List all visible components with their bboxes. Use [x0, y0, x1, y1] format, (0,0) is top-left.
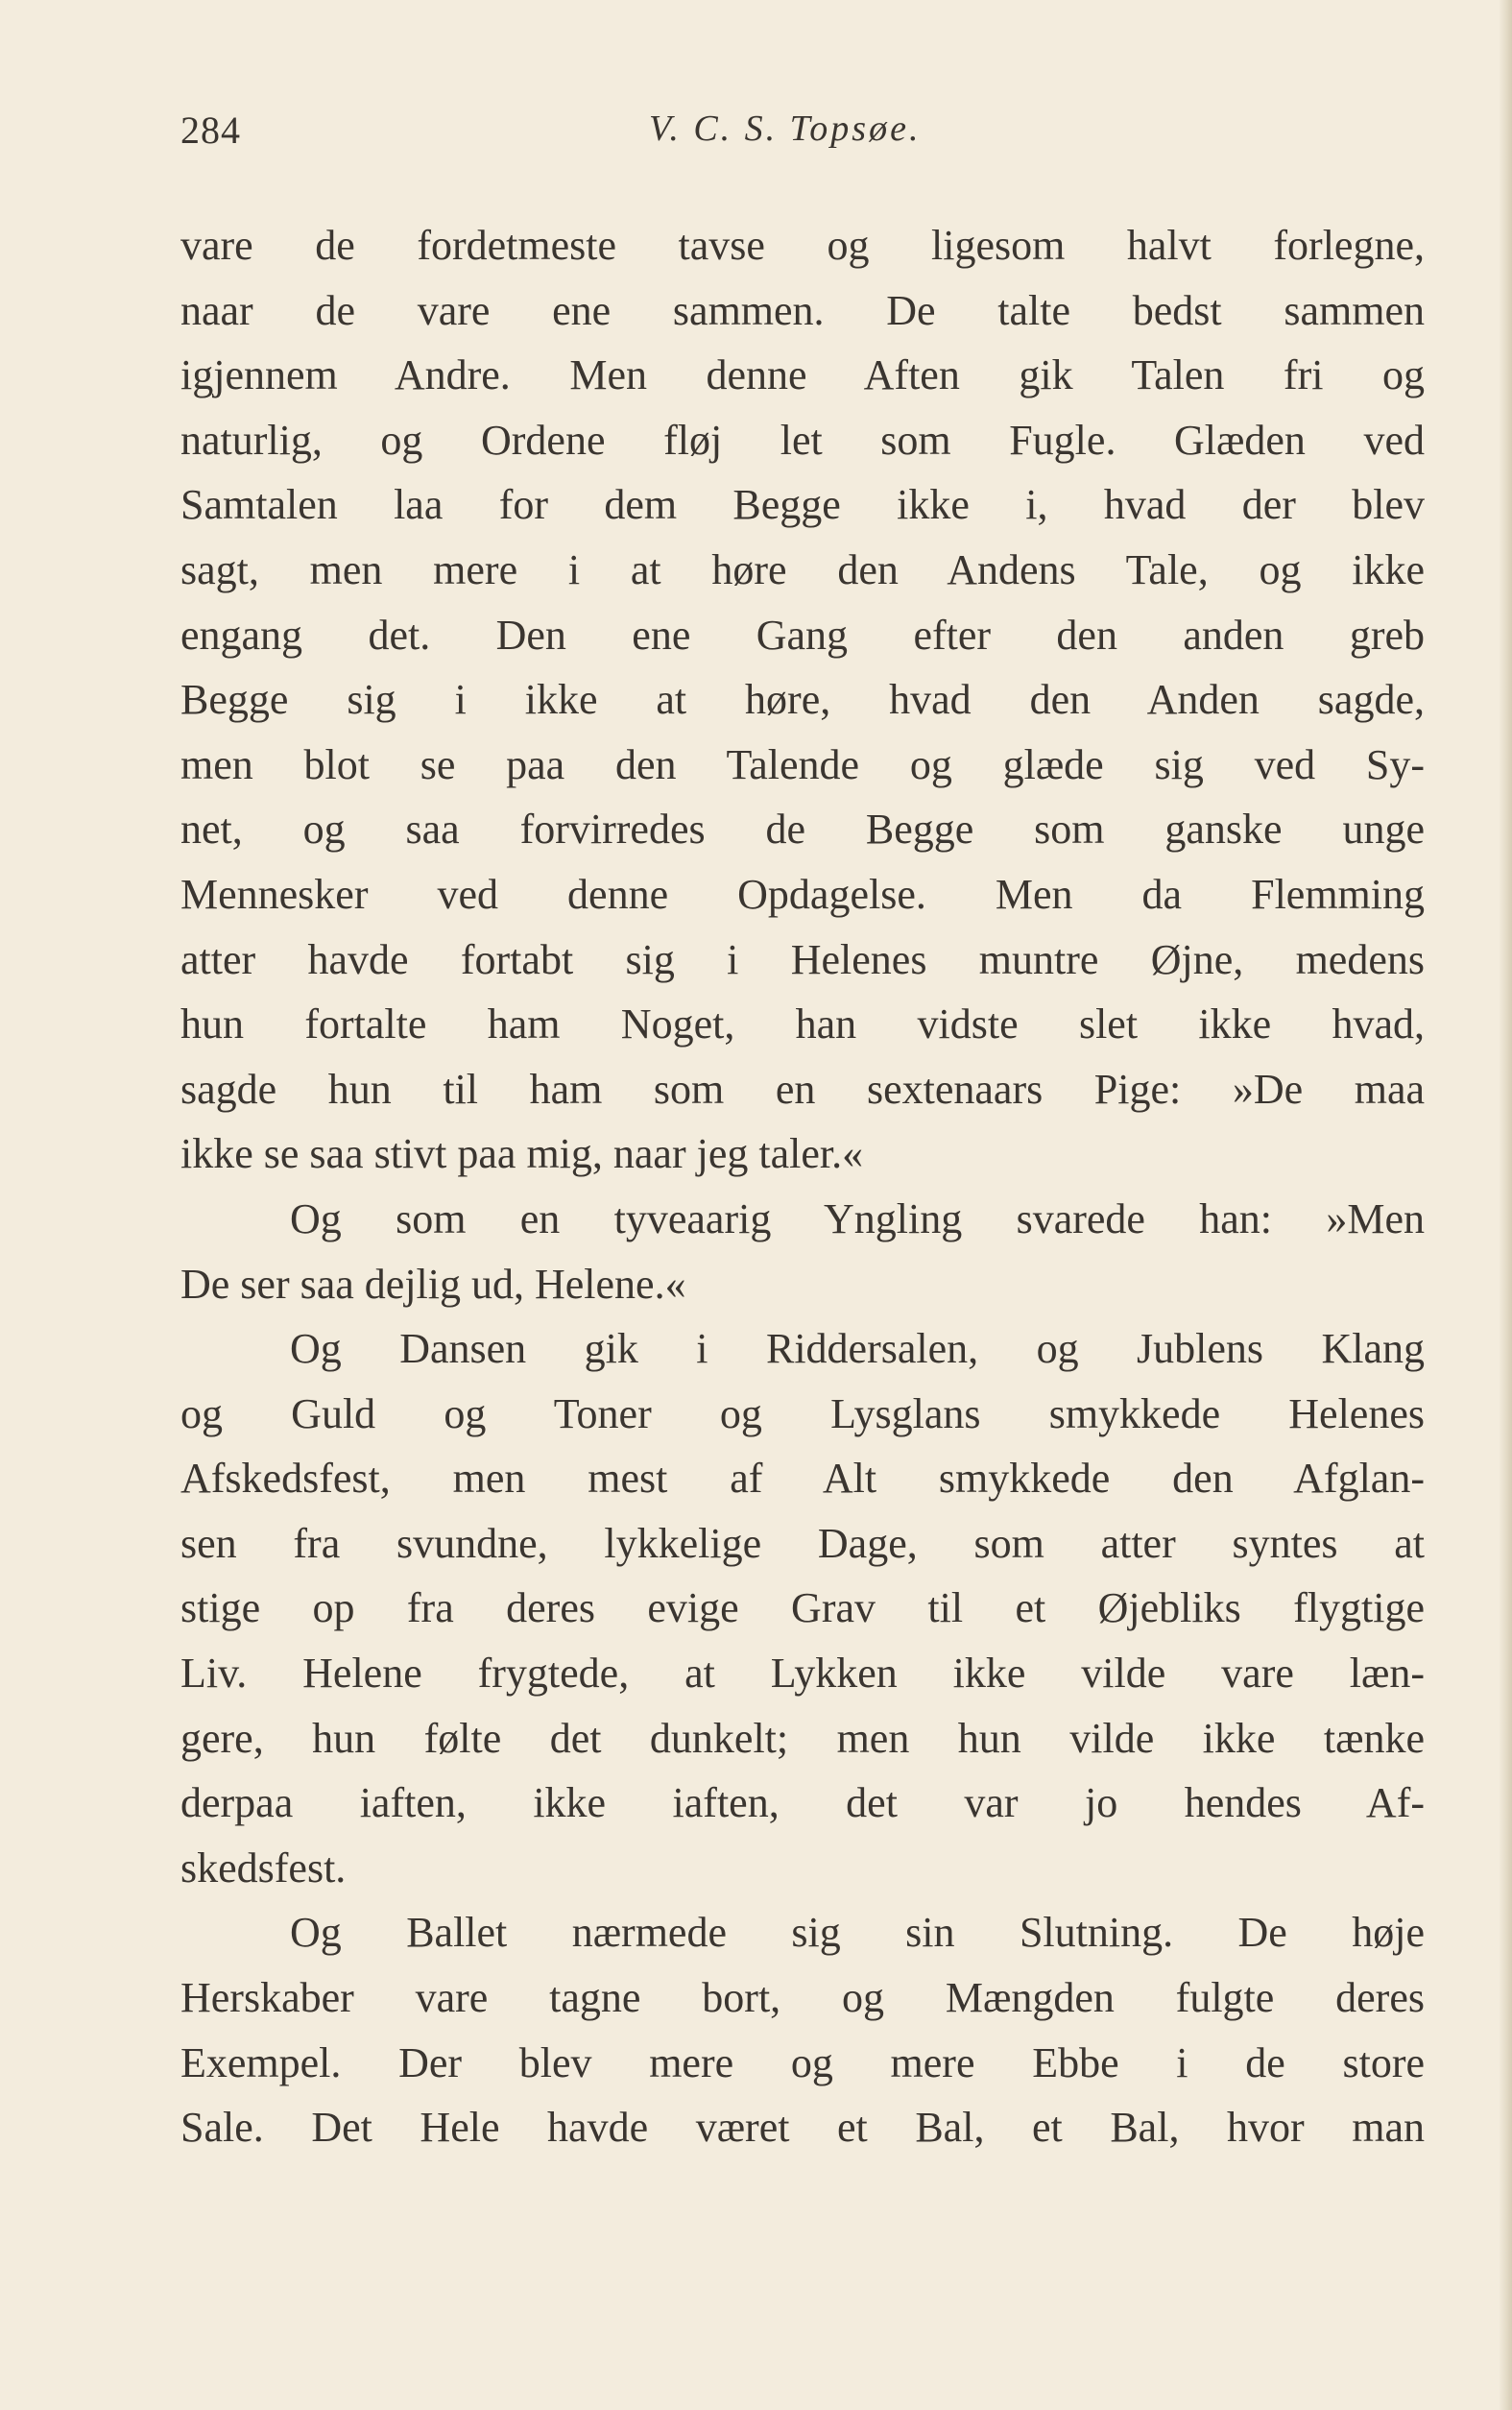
text-line: Og Dansen gik i Riddersalen, og Jublens Klang	[290, 1325, 1425, 1373]
page-number: 284	[180, 108, 241, 152]
text-line: Og Ballet nærmede sig sin Slutning. De høje	[290, 1909, 1425, 1957]
text-line: og Guld og Toner og Lysglans smykkede Helenes	[180, 1389, 1425, 1437]
text-line: Sale. Det Hele havde været et Bal, et Bal, hvor man	[180, 2104, 1425, 2152]
text-line: sagde hun til ham som en sextenaars Pige: »De maa	[180, 1065, 1425, 1113]
text-line: Samtalen laa for dem Begge ikke i, hvad der blev	[180, 481, 1425, 529]
text-line: engang det. Den ene Gang efter den anden greb	[180, 611, 1425, 659]
text-line: men blot se paa den Talende og glæde sig ved Sy-	[180, 740, 1425, 788]
text-line: vare de fordetmeste tavse og ligesom halvt forlegne,	[180, 222, 1425, 269]
text-line: Og som en tyveaarig Yngling svarede han: »Men	[290, 1194, 1425, 1242]
text-line: atter havde fortabt sig i Helenes muntre Øjne, medens	[180, 935, 1425, 983]
text-line: Afskedsfest, men mest af Alt smykkede den Afglan-	[180, 1455, 1425, 1503]
text-line: hun fortalte ham Noget, han vidste slet ikke hvad,	[180, 1000, 1425, 1048]
page-edge	[1499, 0, 1512, 2410]
text-line: net, og saa forvirredes de Begge som ganske unge	[180, 806, 1425, 854]
text-line: Liv. Helene frygtede, at Lykken ikke vilde vare læn-	[180, 1650, 1425, 1698]
text-line: naturlig, og Ordene fløj let som Fugle. Glæden ved	[180, 416, 1425, 464]
text-line: gere, hun følte det dunkelt; men hun vilde ikke tænke	[180, 1714, 1425, 1762]
text-line: sen fra svundne, lykkelige Dage, som atter syntes at	[180, 1519, 1425, 1567]
text-line: skedsfest.	[180, 1844, 347, 1892]
page-header	[180, 108, 1428, 165]
body-text	[180, 213, 1425, 2160]
text-line: naar de vare ene sammen. De talte bedst sammen	[180, 286, 1425, 334]
text-line: ikke se saa stivt paa mig, naar jeg taler.«	[180, 1130, 864, 1178]
text-line: derpaa iaften, ikke iaften, det var jo hendes Af-	[180, 1779, 1425, 1827]
running-head: V. C. S. Topsøe.	[649, 108, 922, 149]
text-line: sagt, men mere i at høre den Andens Tale, og ikke	[180, 545, 1425, 593]
text-line: stige op fra deres evige Grav til et Øjebliks flygtige	[180, 1584, 1425, 1632]
text-line: Herskaber vare tagne bort, og Mængden fulgte deres	[180, 1974, 1425, 2022]
text-line: Begge sig i ikke at høre, hvad den Anden sagde,	[180, 676, 1425, 724]
text-line: Mennesker ved denne Opdagelse. Men da Flemming	[180, 870, 1425, 918]
text-line: igjennem Andre. Men denne Aften gik Talen fri og	[180, 351, 1425, 399]
text-line: Exempel. Der blev mere og mere Ebbe i de store	[180, 2038, 1425, 2086]
text-line: De ser saa dejlig ud, Helene.«	[180, 1260, 686, 1308]
